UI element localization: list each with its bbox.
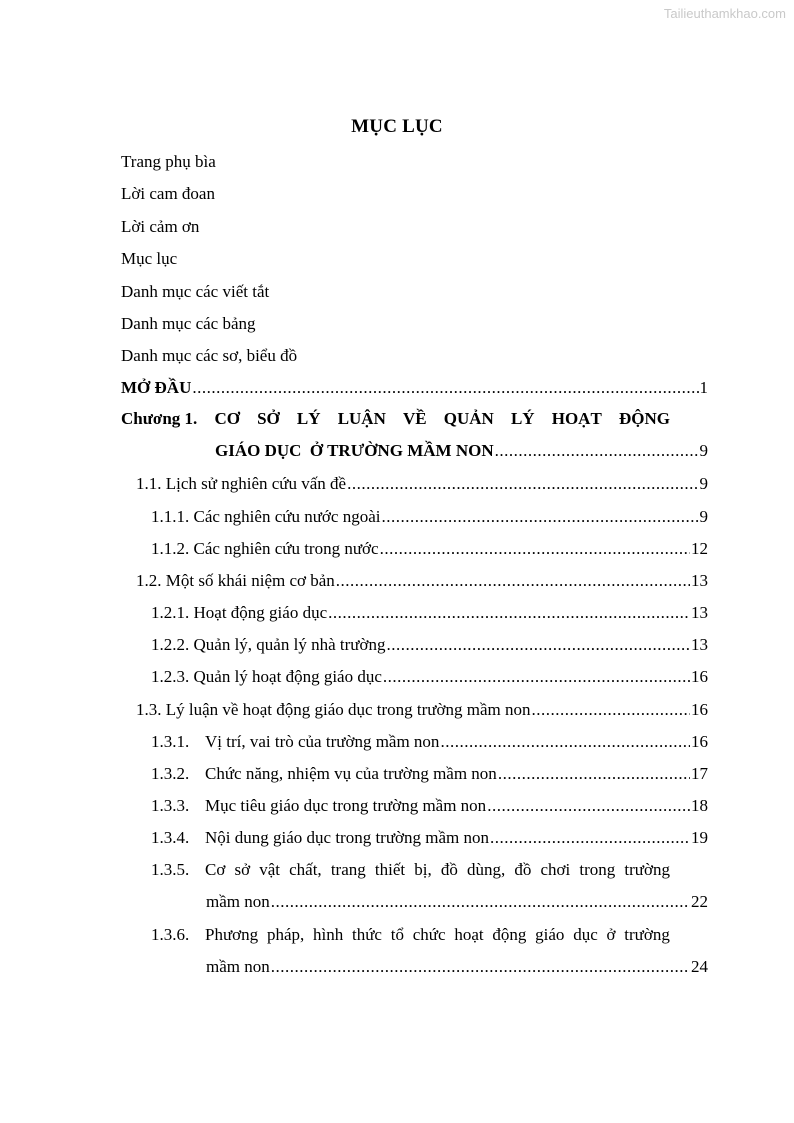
toc-page: 16	[691, 700, 708, 719]
toc-word: hoạt	[454, 925, 484, 944]
chapter-word: SỞ	[257, 409, 280, 428]
toc-title	[205, 858, 670, 882]
dot-leader	[532, 698, 691, 722]
toc-entry-1-3-6-line1	[151, 923, 708, 947]
toc-entry-1-2	[136, 569, 708, 593]
toc-label	[151, 794, 486, 818]
toc-label: 1.1.2. Các nghiên cứu trong nước	[151, 539, 379, 558]
toc-label: 1.2.1. Hoạt động giáo dục	[151, 603, 328, 622]
toc-entry-1-3-4	[151, 826, 708, 850]
toc-label: MỞ ĐẦU	[121, 378, 192, 397]
toc-word: chức	[412, 925, 446, 944]
toc-number: 1.3.6.	[151, 925, 190, 944]
front-matter-item: Danh mục các bảng	[121, 313, 256, 333]
toc-word: thiết	[374, 860, 406, 879]
toc-word: Phương	[205, 925, 259, 944]
toc-title	[205, 923, 670, 947]
toc-word: vật	[259, 860, 280, 879]
toc-chapter-1-line1	[121, 407, 670, 431]
dot-leader	[336, 569, 690, 593]
toc-number: 1.3.2.	[151, 764, 190, 783]
toc-word: đồ	[440, 860, 458, 879]
dot-leader	[380, 537, 690, 561]
chapter-number: Chương 1.	[121, 409, 198, 428]
toc-label	[151, 730, 439, 754]
dot-leader	[498, 762, 690, 786]
toc-label: 1.2.2. Quản lý, quản lý nhà trường	[151, 635, 386, 654]
toc-page: 13	[691, 635, 708, 654]
dot-leader	[192, 376, 698, 400]
toc-word: thức	[352, 925, 382, 944]
toc-word: chơi	[540, 860, 571, 879]
toc-label: mầm non	[206, 957, 270, 976]
toc-page: 17	[691, 764, 708, 783]
toc-entry-1-1-1	[151, 505, 708, 529]
toc-entry-1-3	[136, 698, 708, 722]
toc-word: đồ	[514, 860, 532, 879]
dot-leader	[440, 730, 690, 754]
toc-label: 1.2.3. Quản lý hoạt động giáo dục	[151, 667, 382, 686]
toc-word: Cơ	[205, 860, 226, 879]
toc-entry-1-3-3	[151, 794, 708, 818]
toc-word: pháp,	[266, 925, 305, 944]
dot-leader	[490, 826, 690, 850]
toc-word: động	[492, 925, 527, 944]
toc-word: chất,	[289, 860, 322, 879]
toc-word: trường	[624, 860, 670, 879]
toc-word: dục	[573, 925, 598, 944]
toc-entry-1-3-6-line2	[206, 955, 708, 979]
toc-label: 1.1. Lịch sử nghiên cứu vấn đề	[136, 474, 347, 493]
toc-label: 1.2. Một số khái niệm cơ bản	[136, 571, 335, 590]
toc-word: dùng,	[466, 860, 506, 879]
toc-page: 9	[699, 507, 708, 526]
toc-entry-1-3-2	[151, 762, 708, 786]
toc-label	[151, 826, 489, 850]
toc-title: Nội dung giáo dục trong trường mầm non	[205, 828, 490, 847]
toc-page: 18	[691, 796, 708, 815]
toc-word: ở	[606, 925, 616, 944]
toc-title: Mục tiêu giáo dục trong trường mầm non	[205, 796, 487, 815]
watermark: Tailieuthamkhao.com	[663, 6, 786, 21]
dot-leader	[495, 439, 699, 463]
chapter-word: VỀ	[403, 409, 427, 428]
toc-entry-1-3-5-line1	[151, 858, 708, 882]
toc-label	[151, 762, 497, 786]
toc-entry-1-3-1	[151, 730, 708, 754]
page-title: MỤC LỤC	[351, 116, 443, 137]
toc-label: GIÁO DỤC Ở TRƯỜNG MẦM NON	[215, 441, 494, 460]
toc-number: 1.3.3.	[151, 796, 190, 815]
toc-page: 13	[691, 571, 708, 590]
toc-word: trường	[624, 925, 670, 944]
toc-word: bị,	[414, 860, 432, 879]
dot-leader	[381, 505, 698, 529]
dot-leader	[347, 472, 698, 496]
toc-word: giáo	[535, 925, 565, 944]
toc-title: Chức năng, nhiệm vụ của trường mầm non	[205, 764, 497, 783]
front-matter-item: Danh mục các sơ, biểu đồ	[121, 346, 298, 366]
toc-entry-1-3-5-line2	[206, 890, 708, 914]
toc-entry-intro	[121, 376, 708, 400]
toc-label: 1.3. Lý luận về hoạt động giáo dục trong trường mầm non	[136, 700, 531, 719]
toc-entry-1-2-2	[151, 633, 708, 657]
toc-entry-1-1-2	[151, 537, 708, 561]
toc-label: 1.1.1. Các nghiên cứu nước ngoài	[151, 507, 381, 526]
front-matter-list	[121, 148, 297, 375]
toc-page: 22	[691, 892, 708, 911]
front-matter-item: Trang phụ bìa	[121, 152, 216, 171]
dot-leader	[487, 794, 690, 818]
toc-page: 9	[699, 441, 708, 460]
toc-page: 16	[691, 667, 708, 686]
toc-number: 1.3.1.	[151, 732, 190, 751]
dot-leader	[383, 665, 690, 689]
front-matter-item: Mục lục	[121, 249, 178, 269]
toc-chapter-1-line2	[215, 439, 708, 463]
toc-word: hình	[313, 925, 344, 944]
front-matter-item: Danh mục các viết tắt	[121, 281, 270, 301]
toc-entry-1-2-3	[151, 665, 708, 689]
dot-leader	[271, 955, 690, 979]
toc-label: mầm non	[206, 892, 270, 911]
toc-entry-1-1	[136, 472, 708, 496]
toc-page: 1	[699, 378, 708, 397]
chapter-word: LUẬN	[337, 409, 386, 428]
toc-page: 13	[691, 603, 708, 622]
chapter-word: HOẠT	[551, 409, 602, 428]
toc-entry-1-2-1	[151, 601, 708, 625]
toc-word: trong	[579, 860, 616, 879]
chapter-word: ĐỘNG	[618, 409, 670, 428]
chapter-word: LÝ	[296, 409, 321, 428]
toc-word: sở	[234, 860, 251, 879]
toc-page: 19	[691, 828, 708, 847]
chapter-word: QUẢN	[443, 409, 494, 428]
toc-number: 1.3.5.	[151, 860, 190, 879]
dot-leader	[271, 890, 690, 914]
dot-leader	[328, 601, 690, 625]
toc-page: 24	[691, 957, 708, 976]
toc-page: 16	[691, 732, 708, 751]
toc-title: Vị trí, vai trò của trường mầm non	[205, 732, 440, 751]
chapter-word: CƠ	[214, 409, 240, 428]
front-matter-item: Lời cam đoan	[121, 184, 215, 204]
dot-leader	[386, 633, 690, 657]
toc-page: 12	[691, 539, 708, 558]
toc-number: 1.3.4.	[151, 828, 190, 847]
front-matter-item: Lời cảm ơn	[121, 216, 200, 236]
toc-page: 9	[699, 474, 708, 493]
toc-word: tổ	[390, 925, 404, 944]
chapter-word: LÝ	[510, 409, 535, 428]
toc-word: trang	[330, 860, 366, 879]
